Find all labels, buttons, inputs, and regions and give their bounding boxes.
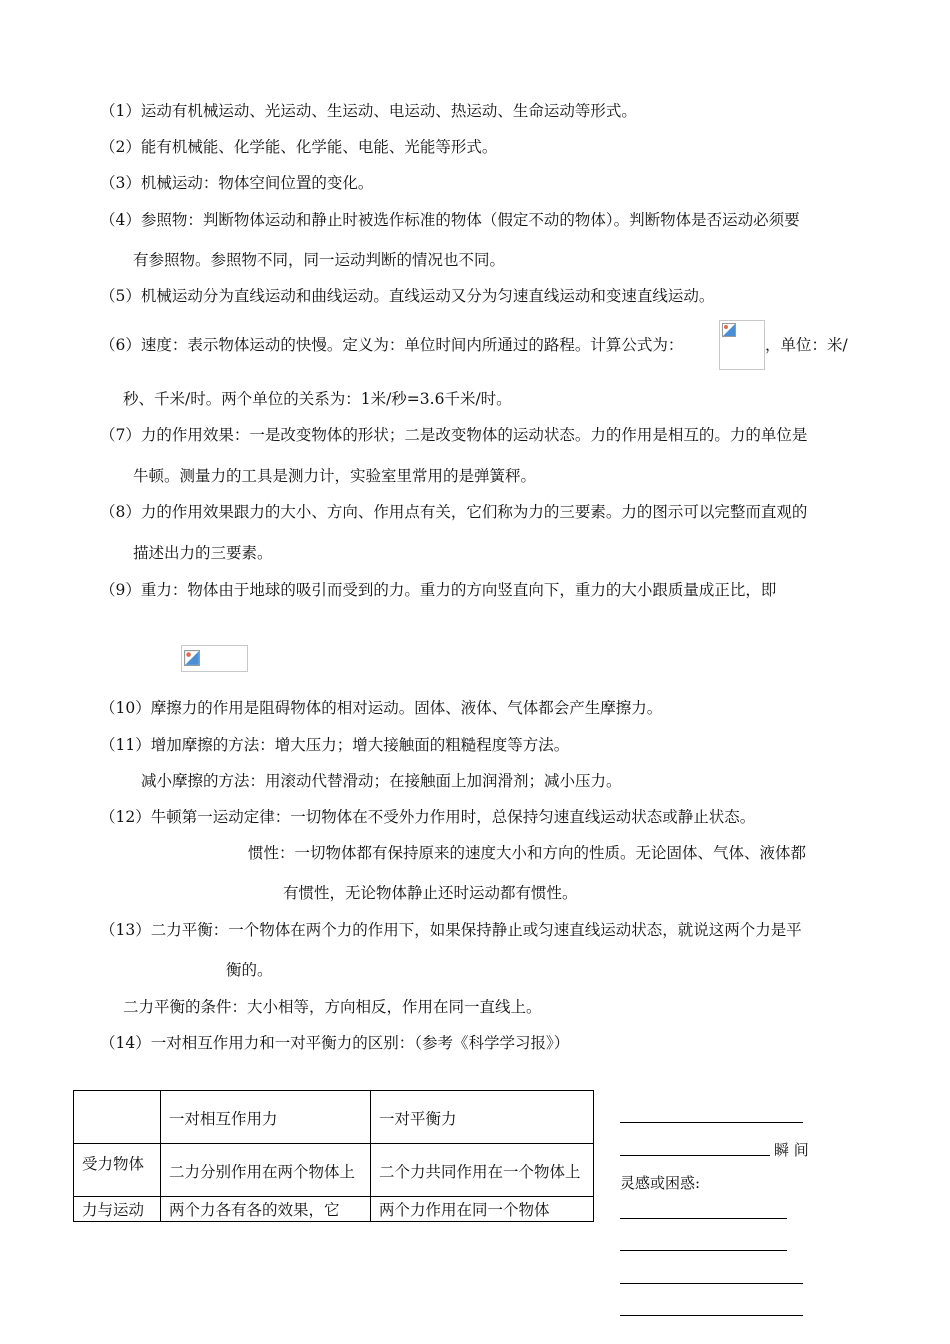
table-cell: 两个力各有各的效果，它 <box>161 1197 371 1222</box>
item-12-line-1: （12）牛顿第一运动定律：一切物体在不受外力作用时，总保持匀速直线运动状态或静止状态。 <box>100 808 756 826</box>
item-8-line-2: 描述出力的三要素。 <box>133 544 273 562</box>
gravity-formula-image <box>181 645 248 672</box>
broken-image-icon <box>722 323 736 337</box>
inspiration-label: 灵感或困惑: <box>620 1174 701 1192</box>
table-row <box>74 1144 594 1197</box>
note-line <box>620 1122 803 1123</box>
moment-label: 瞬 间 <box>774 1141 809 1159</box>
item-7-line-2: 牛顿。测量力的工具是测力计，实验室里常用的是弹簧秤。 <box>133 467 537 485</box>
table-cell: 二力分别作用在两个物体上 <box>161 1144 371 1197</box>
item-13-line-3: 二力平衡的条件：大小相等，方向相反，作用在同一直线上。 <box>123 998 542 1016</box>
item-10: （10）摩擦力的作用是阻碍物体的相对运动。固体、液体、气体都会产生摩擦力。 <box>100 699 663 717</box>
item-11-line-2: 减小摩擦的方法：用滚动代替滑动；在接触面上加润滑剂；减小压力。 <box>141 772 622 790</box>
item-7-line-1: （7）力的作用效果：一是改变物体的形状；二是改变物体的运动状态。力的作用是相互的。力的单位是 <box>100 426 808 444</box>
item-3: （3）机械运动：物体空间位置的变化。 <box>100 174 374 192</box>
table-row-label: 力与运动 <box>74 1197 161 1222</box>
table-row <box>74 1197 594 1222</box>
note-line <box>620 1283 803 1284</box>
table-row-label: 受力物体 <box>74 1144 161 1197</box>
item-9-line-1: （9）重力：物体由于地球的吸引而受到的力。重力的方向竖直向下，重力的大小跟质量成正比，即 <box>100 581 777 599</box>
item-13-line-1: （13）二力平衡：一个物体在两个力的作用下，如果保持静止或匀速直线运动状态，就说这两个力是平 <box>100 921 802 939</box>
comparison-table <box>73 1090 594 1222</box>
item-12-line-3: 有惯性，无论物体静止还时运动都有惯性。 <box>283 884 578 902</box>
table-cell: 二个力共同作用在一个物体上 <box>371 1144 594 1197</box>
item-8-line-1: （8）力的作用效果跟力的大小、方向、作用点有关，它们称为力的三要素。力的图示可以完整而直观的 <box>100 503 808 521</box>
item-11-line-1: （11）增加摩擦的方法：增大压力；增大接触面的粗糙程度等方法。 <box>100 736 570 754</box>
item-6-unit-text: ，单位：米/ <box>765 336 848 354</box>
broken-image-icon <box>184 650 200 666</box>
note-line <box>620 1218 787 1219</box>
table-header-cell <box>74 1091 161 1144</box>
item-14: （14）一对相互作用力和一对平衡力的区别：（参考《科学学习报》） <box>100 1034 570 1052</box>
table-header-cell: 一对相互作用力 <box>161 1091 371 1144</box>
note-line <box>620 1155 770 1156</box>
item-1: （1）运动有机械运动、光运动、生运动、电运动、热运动、生命运动等形式。 <box>100 102 637 120</box>
table-cell: 两个力作用在同一个物体 <box>371 1197 594 1222</box>
item-4-line-2: 有参照物。参照物不同，同一运动判断的情况也不同。 <box>133 251 506 269</box>
item-4-line-1: （4）参照物：判断物体运动和静止时被选作标准的物体（假定不动的物体）。判断物体是否运动必须要 <box>100 211 800 229</box>
item-13-line-2: 衡的。 <box>226 961 273 979</box>
item-2: （2）能有机械能、化学能、化学能、电能、光能等形式。 <box>100 138 498 156</box>
speed-formula-image <box>719 320 765 370</box>
item-5: （5）机械运动分为直线运动和曲线运动。直线运动又分为匀速直线运动和变速直线运动。 <box>100 287 715 305</box>
item-12-line-2: 惯性：一切物体都有保持原来的速度大小和方向的性质。无论固体、气体、液体都 <box>248 844 807 862</box>
item-6-line-2: 秒、千米/时。两个单位的关系为：1米/秒=3.6千米/时。 <box>123 390 512 408</box>
note-line <box>620 1315 803 1316</box>
table-header-cell: 一对平衡力 <box>371 1091 594 1144</box>
item-6-line-1: （6）速度：表示物体运动的快慢。定义为：单位时间内所通过的路程。计算公式为： <box>100 336 684 354</box>
note-line <box>620 1250 787 1251</box>
table-header-row <box>74 1091 594 1144</box>
